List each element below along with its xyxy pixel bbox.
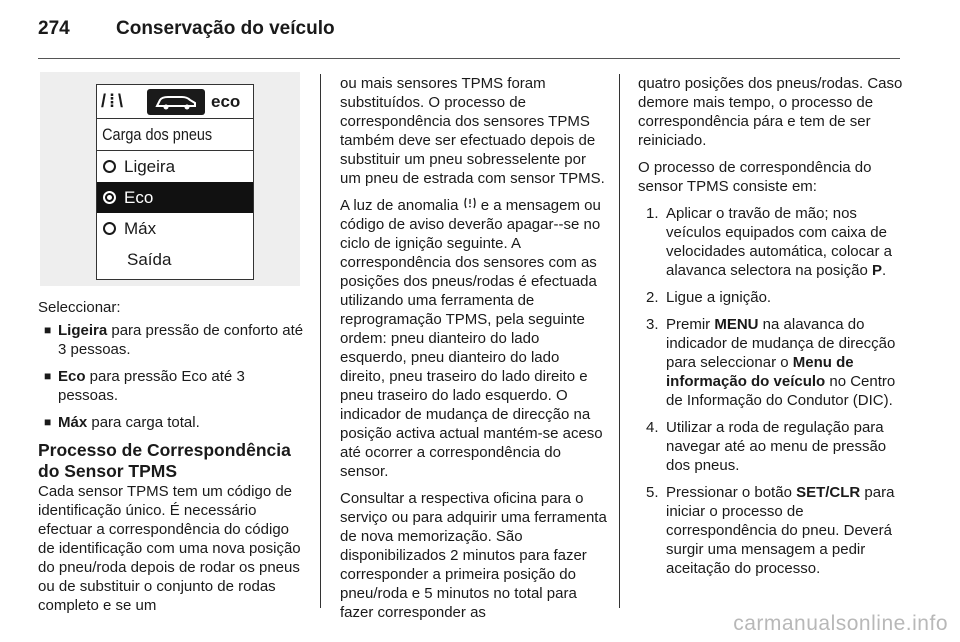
option-label: Máx xyxy=(124,219,157,238)
page-header xyxy=(38,18,908,48)
step-bold: Menu de informação do veículo xyxy=(666,354,854,390)
bullet-text: para pressão de conforto até 3 pessoas. xyxy=(58,322,304,358)
bullet-text: para carga total. xyxy=(87,414,200,431)
column-1 xyxy=(38,72,306,623)
option-max xyxy=(97,213,253,244)
option-exit: Saída xyxy=(127,250,172,269)
paragraph xyxy=(340,196,608,481)
step-item xyxy=(638,483,906,578)
radio-icon xyxy=(103,222,116,235)
paragraph: Cada sensor TPMS tem um código de identificação único. É necessário efectuar a correspondência do código de identificação com uma nova posição do pneu/roda depois de rodar os pneus ou de substituir o conjunto de rodas completo e se um xyxy=(38,483,301,614)
paragraph-text: e a mensagem ou código de aviso deverão apagar--se no ciclo de ignição seguinte. A correspondência dos sensores com as posições dos pneus/rodas é efectuada utilizando uma ferramenta de reprogramação TPMS, pela seguinte ordem: pneu dianteiro do lado esquerdo, pneu dianteiro do lado direito, pneu traseiro do lado direito e pneu traseiro do lado esquerdo. O indicador de mudança de direcção na posição activa actual mantém-se aceso até ocorrer a correspondência do sensor. xyxy=(340,197,603,480)
step-item xyxy=(638,418,906,475)
step-text: Aplicar o travão de mão; nos veículos equipados com caixa de velocidades automática, colocar a alavanca selectora na posição xyxy=(666,205,892,279)
bullet-item xyxy=(38,367,306,405)
step-text: Ligue a ignição. xyxy=(666,289,772,306)
step-bold: P xyxy=(871,262,882,279)
step-number: 3. xyxy=(646,316,659,333)
step-text: no Centro de Informação do Condutor (DIC). xyxy=(666,373,896,409)
step-text: Pressionar o botão xyxy=(666,484,797,501)
radio-icon xyxy=(103,160,116,173)
section-heading: Processo de Correspondência do Sensor TPMS xyxy=(38,440,291,481)
tire-load-display-figure xyxy=(40,72,300,286)
page-number: 274 xyxy=(38,18,70,39)
step-number: 2. xyxy=(646,289,659,306)
step-text: Utilizar a roda de regulação para navegar até ao menu de pressão dos pneus. xyxy=(666,419,887,474)
tpms-marks-icon: / ⁞ \ xyxy=(101,91,122,111)
page-title: Conservação do veículo xyxy=(116,18,335,39)
option-label: Eco xyxy=(124,188,154,207)
watermark: carmanualsonline.info xyxy=(733,612,948,635)
bullet-text: para pressão Eco até 3 pessoas. xyxy=(58,368,245,404)
option-label: Ligeira xyxy=(124,157,176,176)
header-divider xyxy=(38,58,900,59)
bullet-item xyxy=(38,413,306,432)
bullet-term: Máx xyxy=(58,414,88,431)
select-heading: Seleccionar: xyxy=(38,299,121,316)
screen-title: Carga dos pneus xyxy=(97,119,253,151)
paragraph: O processo de correspondência do sensor TPMS consiste em: xyxy=(638,159,872,195)
dic-screen xyxy=(96,84,254,280)
column-divider-1 xyxy=(320,74,321,608)
tpms-warning-icon xyxy=(463,196,477,215)
step-bold: SET/CLR xyxy=(796,484,861,501)
bullet-square-icon: ■ xyxy=(44,415,52,429)
bullet-item xyxy=(38,321,306,359)
paragraph: ou mais sensores TPMS foram substituídos. O processo de correspondência dos sensores TPMS também deve ser efectuado depois de substituir um pneu sobresselente por um pneu de estrada com sensor TPMS. xyxy=(340,75,605,187)
paragraph-text: A luz de anomalia xyxy=(340,197,463,214)
step-item xyxy=(638,204,906,280)
step-number: 1. xyxy=(646,205,659,222)
paragraph: Consultar a respectiva oficina para o serviço ou para adquirir uma ferramenta de nova memorização. São disponibilizados 2 minutos para fazer corresponder a primeira posição do pneu/roda e 5 minutos no total para fazer corresponder as xyxy=(340,490,607,621)
step-text: Premir xyxy=(666,316,715,333)
bullet-term: Eco xyxy=(58,368,86,385)
column-divider-2 xyxy=(619,74,620,608)
car-icon xyxy=(147,89,205,115)
radio-selected-icon xyxy=(103,191,116,204)
column-3 xyxy=(638,74,906,586)
step-text: . xyxy=(881,262,887,279)
step-number: 4. xyxy=(646,419,659,436)
bullet-term: Ligeira xyxy=(58,322,108,339)
step-item xyxy=(638,315,906,410)
step-bold: MENU xyxy=(714,316,759,333)
step-text: para iniciar o processo de correspondência do pneu. Deverá surgir uma mensagem a pedir aceitação do processo. xyxy=(666,484,895,577)
option-eco-selected xyxy=(97,182,253,213)
screen-status-bar xyxy=(97,85,253,119)
eco-indicator: eco xyxy=(211,92,241,111)
option-ligeira xyxy=(97,151,253,182)
step-number: 5. xyxy=(646,484,659,501)
step-text: na alavanca do indicador de mudança de direcção para seleccionar o xyxy=(666,316,896,371)
bullet-square-icon: ■ xyxy=(44,369,52,383)
bullet-square-icon: ■ xyxy=(44,323,52,337)
column-2 xyxy=(340,74,608,630)
step-item xyxy=(638,288,906,307)
paragraph: quatro posições dos pneus/rodas. Caso demore mais tempo, o processo de correspondência pára e tem de ser reiniciado. xyxy=(638,75,903,149)
